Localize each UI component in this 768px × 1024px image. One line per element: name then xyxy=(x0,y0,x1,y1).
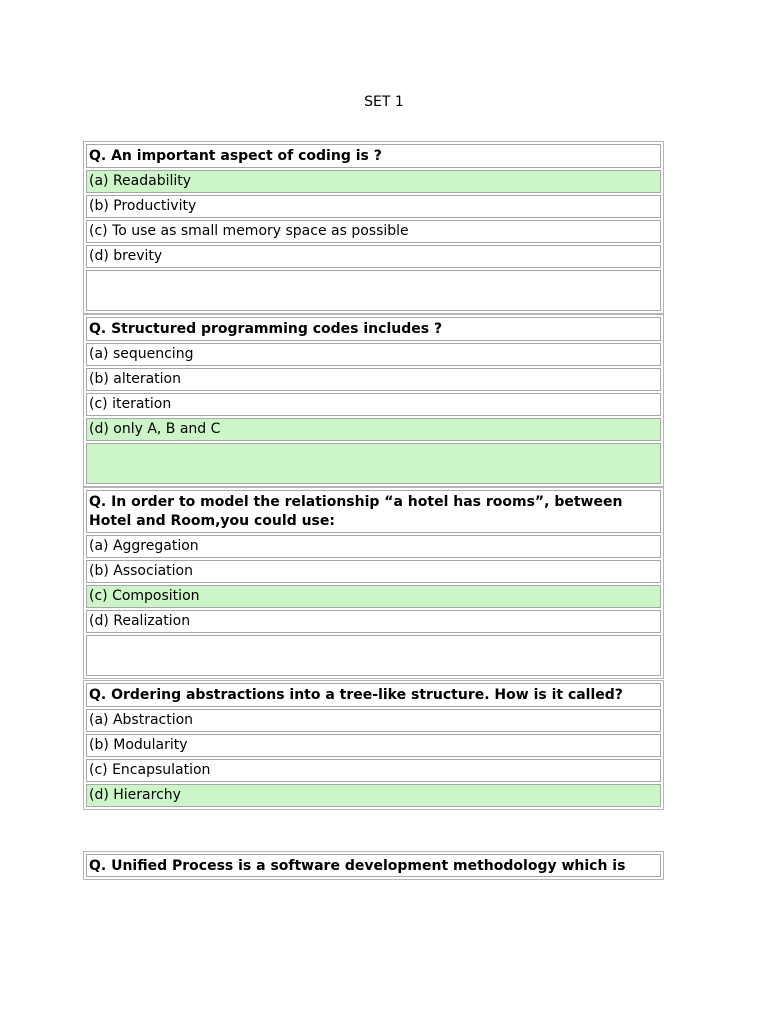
question-table-3 xyxy=(83,487,664,679)
question-table-1 xyxy=(83,141,664,314)
question-table-4 xyxy=(83,680,664,810)
question-text: Q. Ordering abstractions into a tree-like structure. How is it called? xyxy=(86,683,661,707)
option-a: (a) Abstraction xyxy=(86,709,661,732)
question-table-5 xyxy=(83,851,664,880)
option-b: (b) Association xyxy=(86,560,661,583)
option-b: (b) Modularity xyxy=(86,734,661,757)
option-c: (c) To use as small memory space as possible xyxy=(86,220,661,243)
question-text: Q. An important aspect of coding is ? xyxy=(86,144,661,168)
question-text: Q. Structured programming codes includes ? xyxy=(86,317,661,341)
option-b: (b) alteration xyxy=(86,368,661,391)
option-c: (c) Encapsulation xyxy=(86,759,661,782)
answer-spacer xyxy=(86,635,661,676)
option-d: (d) Realization xyxy=(86,610,661,633)
option-a: (a) sequencing xyxy=(86,343,661,366)
option-c: (c) Composition xyxy=(86,585,661,608)
option-a: (a) Readability xyxy=(86,170,661,193)
option-c: (c) iteration xyxy=(86,393,661,416)
option-d: (d) Hierarchy xyxy=(86,784,661,807)
question-text: Q. Unified Process is a software development methodology which is xyxy=(86,854,661,877)
option-d: (d) only A, B and C xyxy=(86,418,661,441)
option-a: (a) Aggregation xyxy=(86,535,661,558)
page-title: SET 1 xyxy=(364,94,404,110)
option-b: (b) Productivity xyxy=(86,195,661,218)
answer-spacer xyxy=(86,443,661,484)
question-text: Q. In order to model the relationship “a hotel has rooms”, between Hotel and Room,you could use: xyxy=(86,490,661,533)
question-table-2 xyxy=(83,314,664,487)
option-d: (d) brevity xyxy=(86,245,661,268)
answer-spacer xyxy=(86,270,661,311)
